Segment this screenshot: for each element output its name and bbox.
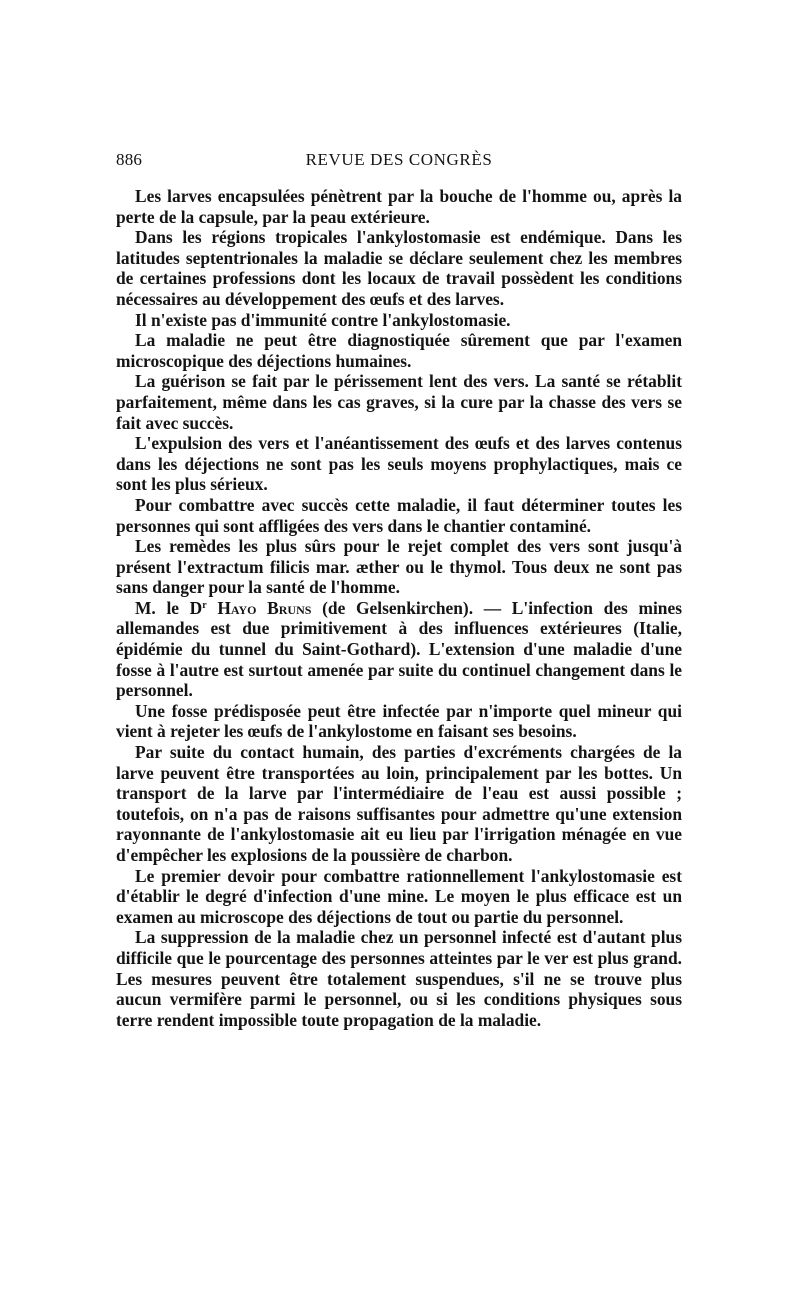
- speaker-name: Hayo Bruns: [217, 597, 312, 618]
- paragraph: Pour combattre avec succès cette maladie, il faut déterminer toutes les personnes qui sont affligées des vers dans le chantier contaminé.: [116, 494, 682, 536]
- speaker-title-superscript: r: [202, 599, 207, 611]
- paragraph: La maladie ne peut être diagnostiquée sûrement que par l'examen microscopique des déjections humaines.: [116, 330, 682, 371]
- paragraph: Les remèdes les plus sûrs pour le rejet complet des vers sont jusqu'à présent l'extractum filicis mar. æther ou le thymol. Tous deux ne sont pas sans danger pour la santé de l'homme.: [116, 536, 682, 598]
- paragraph: Par suite du contact humain, des parties d'excréments chargées de la larve peuvent être transportées au loin, principalement par les bottes. Un transport de la larve par l'intermédiaire de l'eau est aussi possible ; toutefois, on n'a pas de raisons suffisantes pour admettre qu'une extension rayonnante de l'ankylostomasie ait eu lieu par l'irrigation ménagée en vue d'empêcher les explosions de la poussière de charbon.: [116, 742, 682, 865]
- running-title: REVUE DES CONGRÈS: [305, 150, 493, 169]
- paragraph: Il n'existe pas d'immunité contre l'ankylostomasie.: [135, 309, 511, 330]
- body-text: [116, 186, 682, 1030]
- speaker-text: (de Gelsenkirchen). — L'infection des mines allemandes est due primitivement à des influences extérieures (Italie, épidémie du tunnel du Saint-Gothard). L'extension d'une maladie d'une fosse à l'autre est surtout amenée par suite du continuel changement dans le personnel.: [116, 597, 682, 701]
- paragraph: La suppression de la maladie chez un personnel infecté est d'autant plus difficile que le pourcentage des personnes atteintes par le ver est plus grand. Les mesures peuvent être totalement suspendues, s'il ne se trouve plus aucun vermifère parmi le personnel, ou si les conditions physiques sous terre rendent impossible toute propagation de la maladie.: [116, 927, 682, 1030]
- paragraph: Une fosse prédisposée peut être infectée par n'importe quel mineur qui vient à rejeter les œufs de l'ankylostome en faisant ses besoins.: [116, 700, 682, 742]
- speaker-prefix: M. le D: [135, 597, 203, 618]
- paragraph: L'expulsion des vers et l'anéantissement des œufs et des larves contenus dans les déjections ne sont pas les seuls moyens prophylactiques, mais ce sont les plus sérieux.: [116, 433, 682, 495]
- paragraph: La guérison se fait par le périssement lent des vers. La santé se rétablit parfaitement, même dans les cas graves, si la cure par la chasse des vers se fait avec succès.: [116, 371, 682, 433]
- paragraph: Dans les régions tropicales l'ankylostomasie est endémique. Dans les latitudes septentrionales la maladie se déclare seulement chez les membres de certaines professions dont les locaux de travail possèdent les conditions nécessaires au développement des œufs et des larves.: [116, 227, 682, 309]
- page-number: 886: [116, 150, 143, 169]
- paragraph: Les larves encapsulées pénètrent par la bouche de l'homme ou, après la perte de la capsule, par la peau extérieure.: [116, 186, 682, 227]
- paragraph: Le premier devoir pour combattre rationnellement l'ankylostomasie est d'établir le degré d'infection d'une mine. Le moyen le plus efficace est un examen au microscope des déjections de tout ou partie du personnel.: [116, 865, 682, 927]
- running-head: [116, 150, 682, 172]
- paragraph-speaker: [116, 598, 682, 701]
